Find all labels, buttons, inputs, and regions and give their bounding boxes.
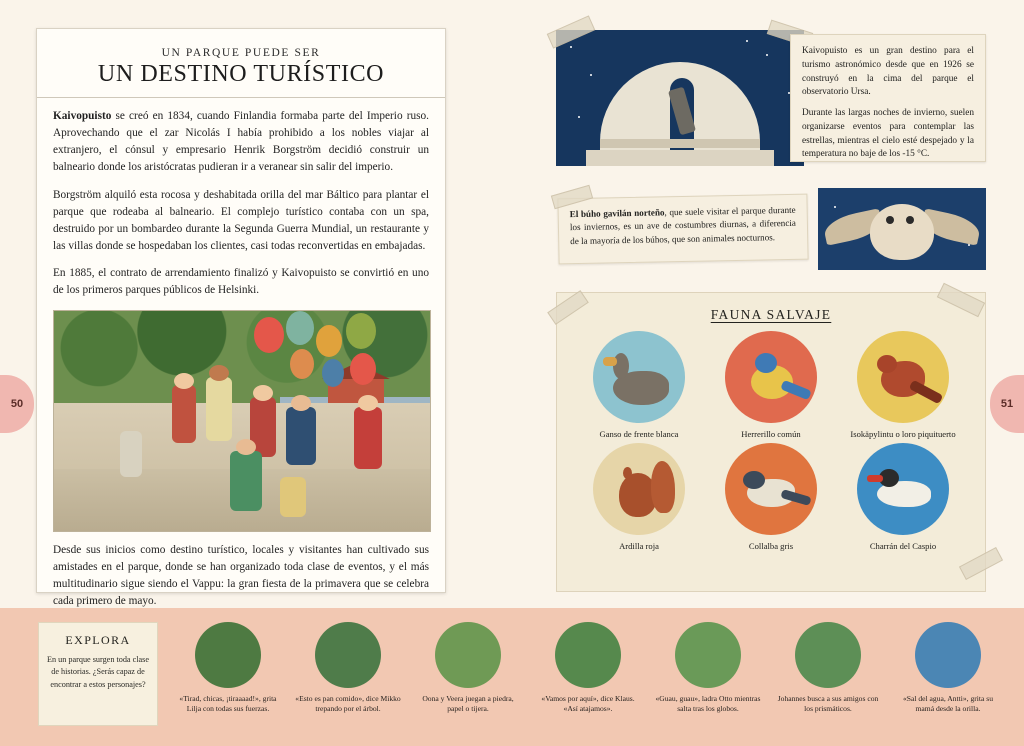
divider <box>37 97 445 98</box>
scene-illustration <box>195 622 261 688</box>
wildlife-item <box>575 443 703 551</box>
article-paragraph-3: En 1885, el contrato de arrendamiento finalizó y Kaivopuisto se convirtió en uno de los primeros parques públicos de Helsinki. <box>53 267 429 297</box>
star-icon <box>834 206 836 208</box>
wildlife-item <box>707 331 835 439</box>
explore-subtitle: En un parque surgen toda clase de historias. ¿Serás capaz de encontrar a estos personajes? <box>47 655 149 689</box>
owl-illustration <box>818 188 986 270</box>
owl-note-text <box>570 204 797 249</box>
page-number-right: 51 <box>990 375 1024 433</box>
balloon-icon <box>322 359 344 387</box>
animal-label: Charrán del Caspio <box>869 541 937 552</box>
astronomy-note-paragraph-2: Durante las largas noches de invierno, suelen organizarse eventos para contemplar las estrellas, mientras el cielo esté despejado y la temperatura no baje de los -15 °C. <box>802 108 974 160</box>
scene-item <box>408 622 528 715</box>
animal-illustration-squirrel <box>593 443 685 535</box>
scene-item <box>648 622 768 715</box>
observatory-illustration <box>556 30 804 166</box>
wildlife-item <box>839 443 967 551</box>
article-paragraph-1 <box>53 108 429 177</box>
tit-tail <box>780 380 812 401</box>
scene-caption: Oona y Veera juegan a piedra, papel o tijera. <box>422 694 514 714</box>
star-icon <box>578 116 580 118</box>
animal-label: Isokäpylintu o loro piquituerto <box>850 429 956 439</box>
person-figure <box>172 385 196 443</box>
tern-beak <box>867 475 883 482</box>
animal-label: Ganso de frente blanca <box>599 429 679 439</box>
owl-note-body: , que suele visitar el parque durante los inviernos, es un ave de costumbres diurnas, a diferencia de la mayoría de los búhos, que son animales nocturnos. <box>569 204 797 247</box>
animal-illustration-crossbill <box>857 331 949 423</box>
star-icon <box>590 74 592 76</box>
scene-caption: «Guau, guau», ladra Otto mientras salta tras los globos. <box>655 694 761 714</box>
balloon-icon <box>254 317 284 353</box>
animal-illustration-tern <box>857 443 949 535</box>
scene-list <box>168 622 1008 715</box>
wildlife-item <box>707 443 835 551</box>
scene-illustration <box>555 622 621 688</box>
balloon-icon <box>346 313 376 349</box>
owl-eye <box>886 216 894 224</box>
article-paragraph-4: Desde sus inicios como destino turístico, locales y visitantes han cultivado sus amistades en el parque, donde se han organizado toda clase de eventos, y el más multitudinario sigue siendo el Vappu: la gran fiesta de la primavera que se celebra cada primero de mayo. <box>53 543 429 608</box>
wildlife-item <box>839 331 967 439</box>
tit-head <box>755 353 777 373</box>
scene-item <box>288 622 408 715</box>
animal-illustration-wheatear <box>725 443 817 535</box>
observatory-base <box>586 150 774 166</box>
page-number-left: 50 <box>0 375 34 433</box>
scene-illustration <box>795 622 861 688</box>
article-kicker: UN PARQUE PUEDE SER <box>161 47 321 59</box>
wildlife-title: FAUNA SALVAJE <box>710 307 832 322</box>
scene-caption: «Sal del agua, Antti», grita su mamá desde la orilla. <box>902 694 994 714</box>
scene-illustration <box>915 622 981 688</box>
scene-item <box>528 622 648 715</box>
article-panel <box>36 28 446 608</box>
scene-item <box>168 622 288 715</box>
wildlife-item <box>575 331 703 439</box>
goose-beak <box>603 357 617 366</box>
wildlife-grid <box>557 331 985 552</box>
dome-band <box>600 139 760 148</box>
owl-eye <box>906 216 914 224</box>
crossbill-head <box>877 355 897 373</box>
scene-caption: «Tirad, chicas, ¡tiraaaad!», grita Lilja con todas sus fuerzas. <box>179 694 277 714</box>
star-icon <box>766 54 768 56</box>
scene-item <box>768 622 888 715</box>
scene-item <box>888 622 1008 715</box>
balloon-icon <box>316 325 342 357</box>
animal-label: Ardilla roja <box>619 541 659 552</box>
scene-illustration <box>675 622 741 688</box>
owl-note-term: El búho gavilán norteño <box>569 207 665 220</box>
squirrel-tail <box>651 461 675 513</box>
person-figure <box>206 377 232 441</box>
person-figure <box>230 451 262 511</box>
animal-illustration-tit <box>725 331 817 423</box>
person-figure <box>354 407 382 469</box>
explore-card <box>38 622 158 726</box>
owl-note <box>557 194 808 265</box>
animal-illustration-goose <box>593 331 685 423</box>
owl-body <box>870 204 934 260</box>
article-paragraph-1-text: se creó en 1834, cuando Finlandia formaba parte del Imperio ruso. Aprovechando que el zar Nicolás I había prohibido a los nobles viajar al extranjero, el cónsul y empresario Henrik Borgström decidió construir un balneario donde los aristócratas pudieran ir a veranear sin salir del imperio. <box>53 110 429 174</box>
person-figure <box>286 407 316 465</box>
star-icon <box>746 40 748 42</box>
scene-caption: Johannes busca a sus amigos con los prismáticos. <box>777 694 879 714</box>
article-paragraph-2: Borgström alquiló esta rocosa y deshabitada orilla del mar Báltico para plantar el parque que rodeaba al balneario. El complejo turístico contaba con un spa, destruido por un bombardeo durante la Segunda Guerra Mundial, un restaurante y las villas donde se hospedaban los clientes, casi todas reconvertidas en embajadas. <box>53 188 429 253</box>
astronomy-note <box>790 34 986 162</box>
astronomy-note-paragraph-1: Kaivopuisto es un gran destino para el turismo astronómico desde que en 1926 se construyó en la cima del parque el observatorio Ursa. <box>802 46 974 98</box>
backpack-icon <box>280 477 306 517</box>
person-figure <box>120 431 142 477</box>
animal-label: Herrerillo común <box>741 429 801 439</box>
balloon-icon <box>290 349 314 379</box>
explore-strip <box>0 608 1024 746</box>
scene-illustration <box>435 622 501 688</box>
star-icon <box>570 46 572 48</box>
wildlife-panel <box>556 292 986 592</box>
park-illustration <box>53 310 431 532</box>
balloon-icon <box>350 353 376 385</box>
scene-caption: «Vamos por aquí», dice Klaus. «Así atajamos». <box>541 694 635 714</box>
scene-illustration <box>315 622 381 688</box>
scene-caption: «Esto es pan comido», dice Mikko trepando por el árbol. <box>295 694 401 714</box>
article-lead-term: Kaivopuisto <box>53 110 112 122</box>
explore-title: EXPLORA <box>65 633 131 647</box>
animal-label: Collalba gris <box>748 541 794 552</box>
page-title: UN DESTINO TURÍSTICO <box>97 61 385 87</box>
balloon-icon <box>286 311 314 345</box>
